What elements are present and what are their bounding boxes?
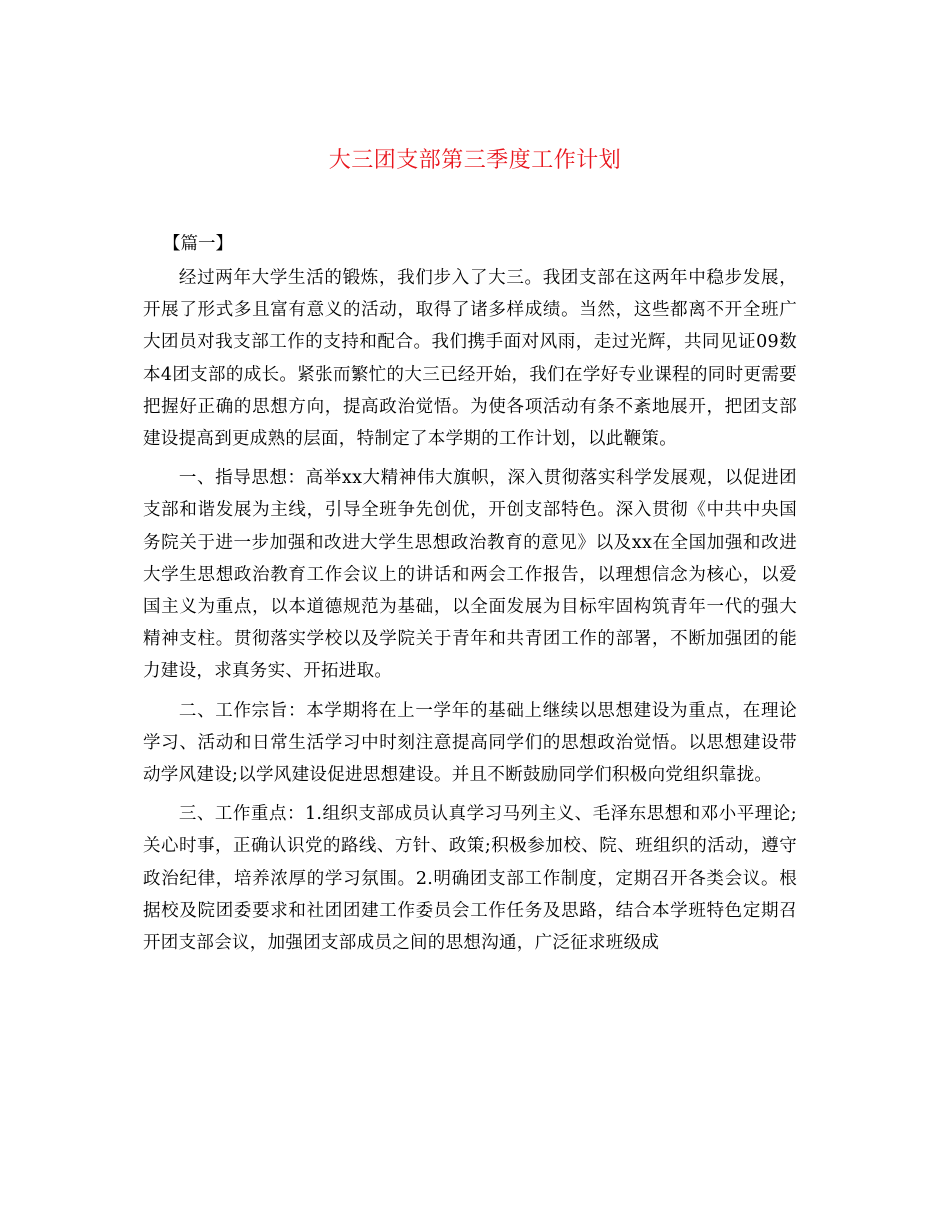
paragraph-work-focus: 三、工作重点：1.组织支部成员认真学习马列主义、毛泽东思想和邓小平理论;关心时事，正确认识党的路线、方针、政策;积极参加校、院、班组织的活动，遵守政治纪律，培养浓厚的学习氛围。2.明确团支部工作制度，定期召开各类会议。根据校及院团委要求和社团团建工作委员会工作任务及思路，结合本学班特色定期召开团支部会议，加强团支部成员之间的思想沟通，广泛征求班级成 bbox=[143, 804, 797, 954]
paragraph-guiding-thought: 一、指导思想：高举xx大精神伟大旗帜，深入贯彻落实科学发展观，以促进团支部和谐发展为主线，引导全班争先创优，开创支部特色。深入贯彻《中共中央国务院关于进一步加强和改进大学生思想政治教育的意见》以及xx在全国加强和改进大学生思想政治教育工作会议上的讲话和两会工作报告，以理想信念为核心，以爱国主义为重点，以本道德规范为基础，以全面发展为目标牢固构筑青年一代的强大精神支柱。贯彻落实学校以及学院关于青年和共青团工作的部署，不断加强团的能力建设，求真务实、开拓进取。 bbox=[143, 468, 797, 682]
paragraph-intro: 经过两年大学生活的锻炼，我们步入了大三。我团支部在这两年中稳步发展，开展了形式多且富有意义的活动，取得了诸多样成绩。当然，这些都离不开全班广大团员对我支部工作的支持和配合。我们携手面对风雨，走过光辉，共同见证09数本4团支部的成长。紧张而繁忙的大三已经开始，我们在学好专业课程的同时更需要把握好正确的思想方向，提高政治觉悟。为使各项活动有条不紊地展开，把团支部建设提高到更成熟的层面，特制定了本学期的工作计划，以此鞭策。 bbox=[143, 268, 797, 450]
paragraph-work-purpose: 二、工作宗旨：本学期将在上一学年的基础上继续以思想建设为重点，在理论学习、活动和日常生活学习中时刻注意提高同学们的思想政治觉悟。以思想建设带动学风建设;以学风建设促进思想建设。并且不断鼓励同学们积极向党组织靠拢。 bbox=[143, 700, 797, 786]
document-title: 大三团支部第三季度工作计划 bbox=[328, 148, 622, 173]
section-label: 【篇一】 bbox=[163, 234, 233, 254]
document-body bbox=[143, 228, 797, 966]
